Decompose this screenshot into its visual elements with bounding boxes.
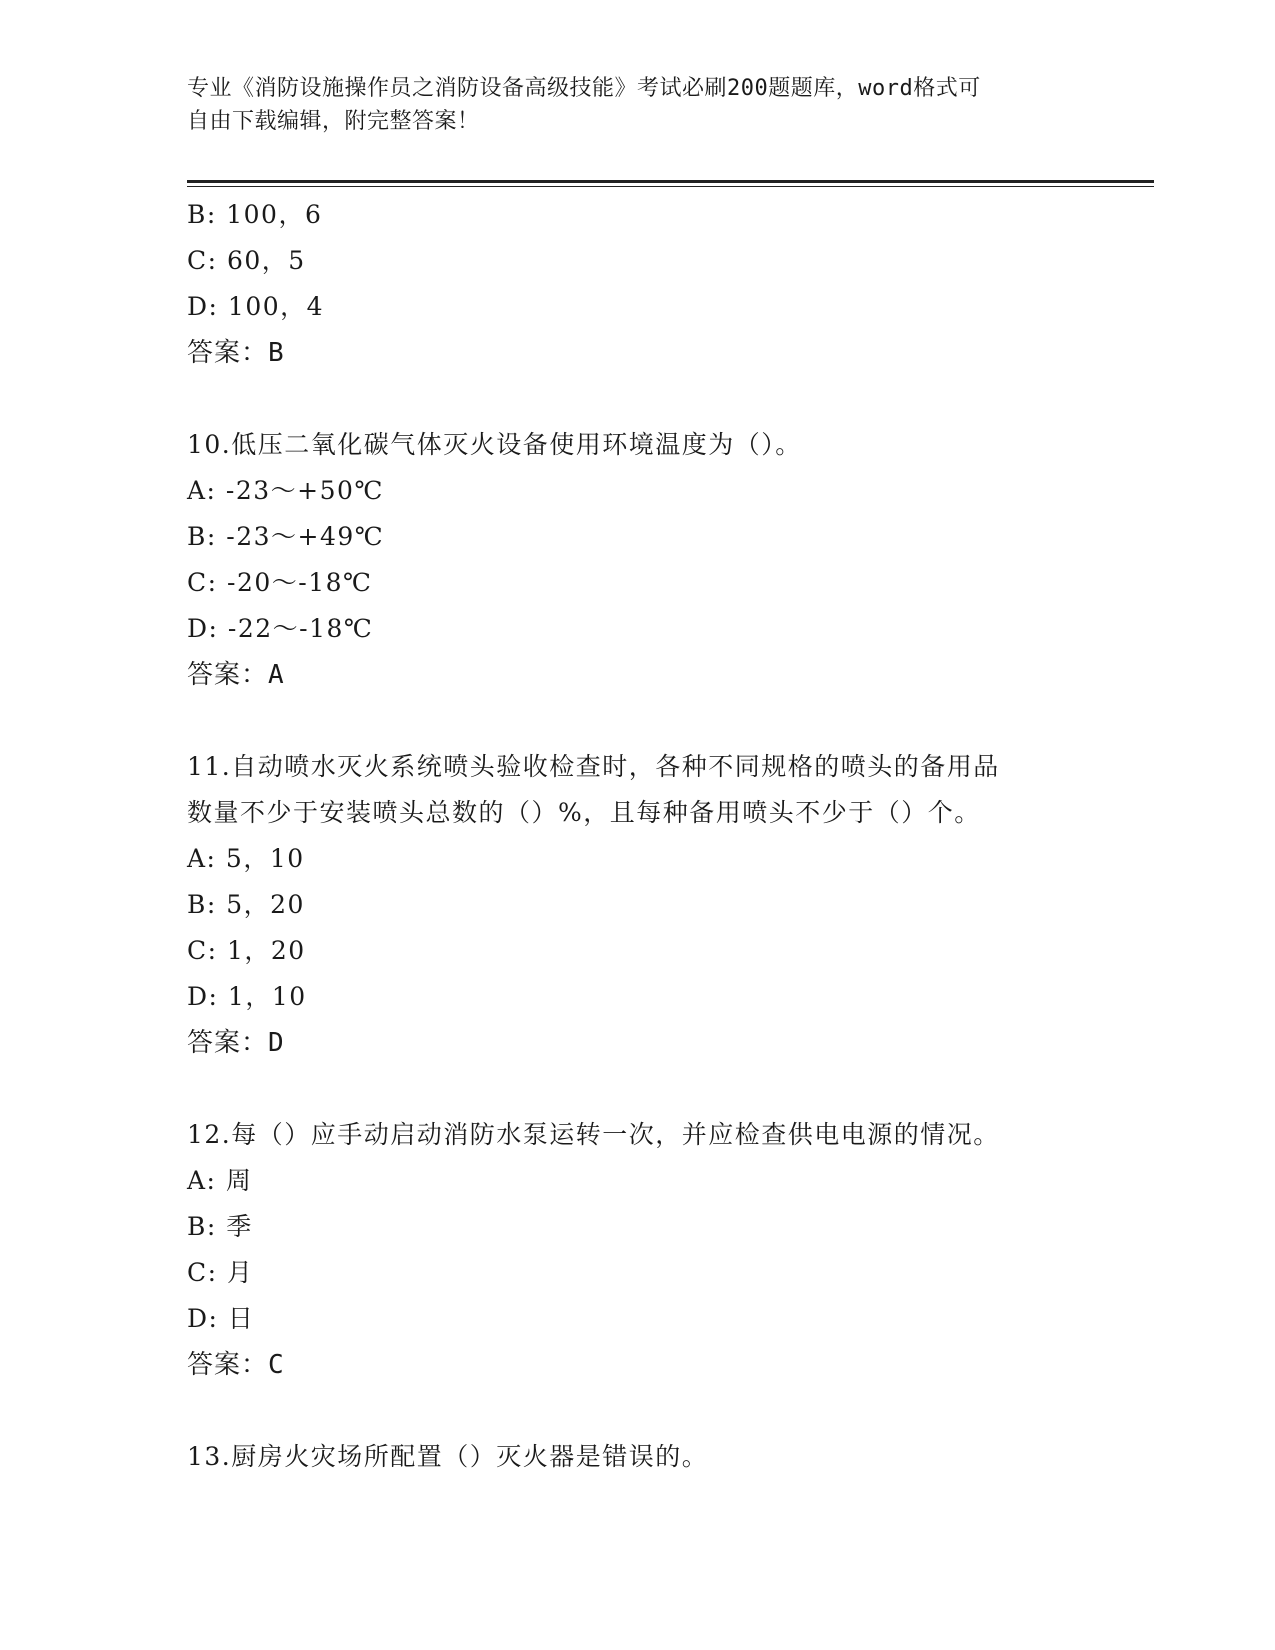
option-d: D: 100，4 — [187, 292, 325, 321]
question-13 — [187, 1434, 1087, 1480]
question-stem: 12.每（）应手动启动消防水泵运转一次，并应检查供电电源的情况。 — [187, 1120, 1000, 1149]
option-d: D: -22～-18℃ — [187, 614, 374, 643]
question-stem: 11.自动喷水灭火系统喷头验收检查时，各种不同规格的喷头的备用品 — [187, 752, 1000, 781]
question-12 — [187, 1112, 1087, 1388]
answer-line: 答案：B — [187, 338, 285, 368]
header-divider-thick — [187, 180, 1154, 183]
answer-line: 答案：C — [187, 1350, 285, 1380]
option-b: B: -23～+49℃ — [187, 522, 385, 551]
spacer — [187, 698, 1087, 744]
question-stem: 13.厨房火灾场所配置（）灭火器是错误的。 — [187, 1442, 709, 1471]
header-title-line-1: 专业《消防设施操作员之消防设备高级技能》考试必刷200题题库，word格式可 — [187, 76, 981, 101]
header-divider-thin — [187, 186, 1154, 187]
option-c: C: 月 — [187, 1258, 254, 1287]
question-stem-continued: 数量不少于安装喷头总数的（）%，且每种备用喷头不少于（）个。 — [187, 798, 981, 827]
header-title-line-2: 自由下载编辑，附完整答案！ — [187, 109, 480, 134]
option-b: B: 5，20 — [187, 890, 305, 919]
spacer — [187, 376, 1087, 422]
answer-line: 答案：A — [187, 660, 285, 690]
option-b: B: 季 — [187, 1212, 253, 1241]
option-c: C: 60，5 — [187, 246, 306, 275]
spacer — [187, 1388, 1087, 1434]
question-10 — [187, 422, 1087, 698]
option-d: D: 1，10 — [187, 982, 307, 1011]
document-header — [187, 72, 1067, 138]
spacer — [187, 1066, 1087, 1112]
question-stem: 10.低压二氧化碳气体灭火设备使用环境温度为（）。 — [187, 430, 802, 459]
question-11 — [187, 744, 1087, 1066]
answer-line: 答案：D — [187, 1028, 285, 1058]
option-a: A: -23～+50℃ — [187, 476, 384, 505]
option-a: A: 周 — [187, 1166, 253, 1195]
option-c: C: -20～-18℃ — [187, 568, 373, 597]
question-list — [187, 192, 1087, 1480]
option-d: D: 日 — [187, 1304, 255, 1333]
option-a: A: 5，10 — [187, 844, 305, 873]
option-b: B: 100，6 — [187, 200, 323, 229]
option-c: C: 1，20 — [187, 936, 306, 965]
question-9-continued — [187, 192, 1087, 376]
